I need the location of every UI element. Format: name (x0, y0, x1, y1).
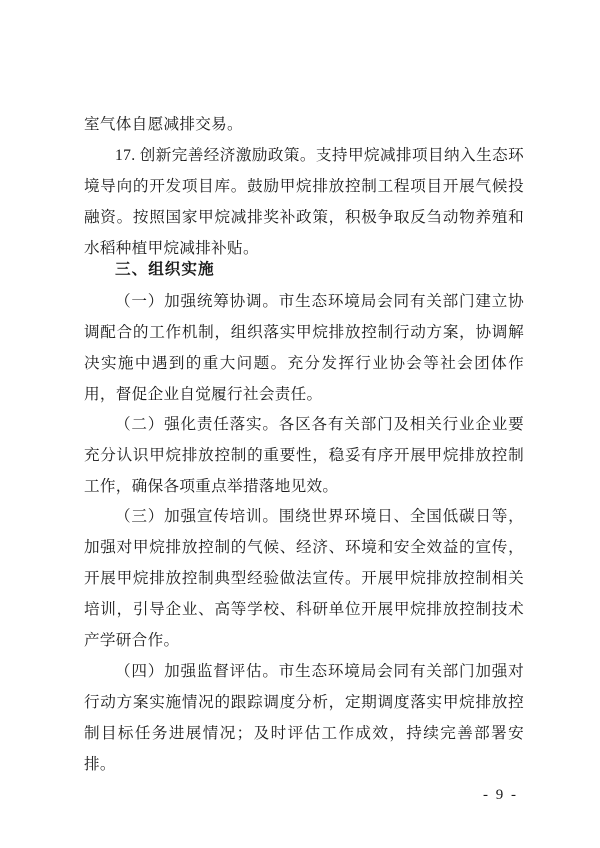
sub-heading: （三）加强宣传培训。 (115, 507, 279, 525)
sub-body: 各区各有关部门及相关行业企业要充分认识甲烷排放控制的重要性，稳妥有序开展甲烷排放控制工作，确保各项重点举措落地见效。 (84, 415, 524, 495)
paragraph-sub-1 (84, 286, 524, 410)
item-body: 支持甲烷减排项目纳入生态环境导向的开发项目库。鼓励甲烷排放控制工程项目开展气候投融资。按照国家甲烷减排奖补政策，积极争取反刍动物养殖和水稻种植甲烷减排补贴。 (84, 146, 524, 257)
sub-heading: （一）加强统筹协调。 (115, 292, 279, 310)
item-heading: 创新完善经济激励政策。 (139, 146, 316, 164)
item-number: 17. (115, 147, 140, 164)
paragraph-item-17 (84, 140, 524, 264)
paragraph-sub-2 (84, 409, 524, 502)
section-heading: 三、组织实施 (115, 260, 215, 278)
page-number: - 9 - (483, 787, 518, 803)
paragraph-sub-4 (84, 656, 524, 780)
paragraph-continued: 室气体自愿减排交易。 (84, 115, 243, 133)
sub-heading: （四）加强监督评估。 (115, 662, 279, 680)
sub-body: 市生态环境局会同有关部门加强对行动方案实施情况的跟踪调度分析，定期调度落实甲烷排放控制目标任务进展情况；及时评估工作成效，持续完善部署安排。 (84, 662, 524, 773)
sub-body: 市生态环境局会同有关部门建立协调配合的工作机制，组织落实甲烷排放控制行动方案，协调解决实施中遇到的重大问题。充分发挥行业协会等社会团体作用，督促企业自觉履行社会责任。 (84, 292, 524, 403)
sub-heading: （二）强化责任落实。 (115, 415, 279, 433)
paragraph-sub-3 (84, 501, 524, 656)
sub-body: 围绕世界环境日、全国低碳日等，加强对甲烷排放控制的气候、经济、环境和安全效益的宣传，开展甲烷排放控制典型经验做法宣传。开展甲烷排放控制相关培训，引导企业、高等学校、科研单位开展甲烷排放控制技术产学研合作。 (84, 507, 524, 649)
